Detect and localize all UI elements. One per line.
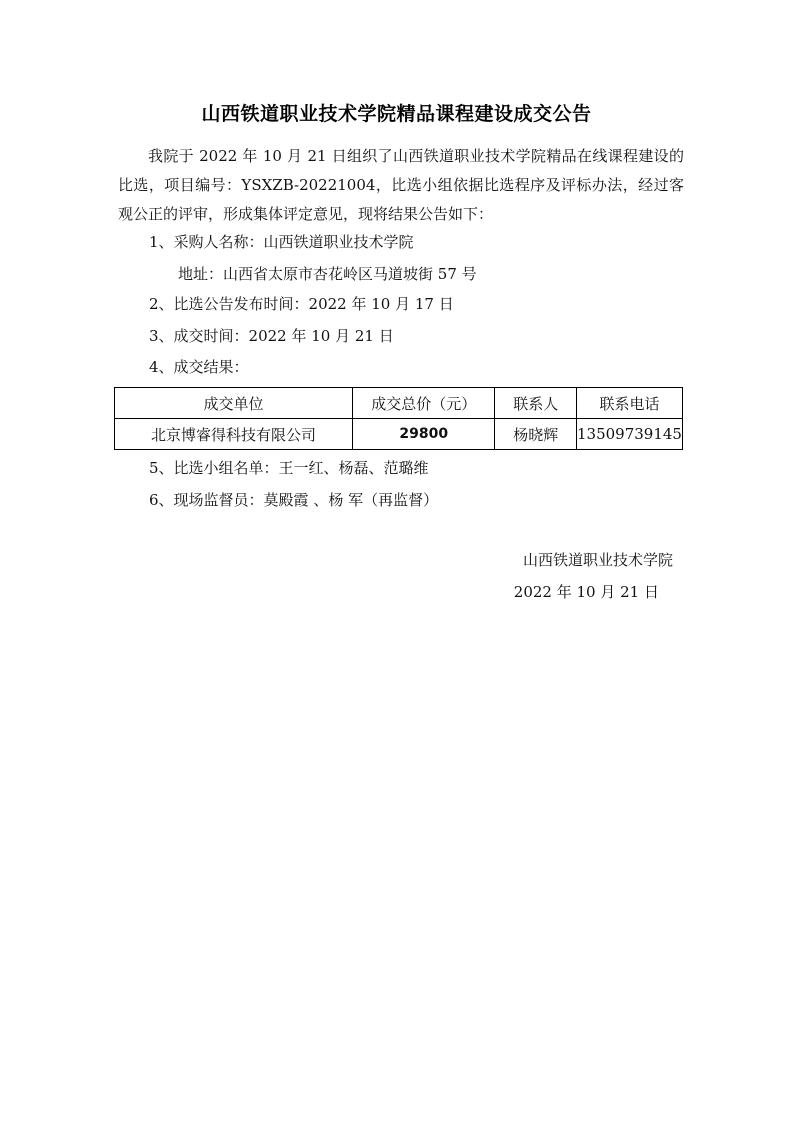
deal-time-line: 3、成交时间：2022 年 10 月 21 日 [149,327,394,345]
intro-paragraph: 我院于 2022 年 10 月 21 日组织了山西铁道职业技术学院精品在线课程建设的比选，项目编号：YSXZB-20221004，比选小组依据比选程序及评标办法，经过客观公正的评审，形成集体评定意见，现将结果公告如下： [118,147,684,223]
table-header-row [115,388,683,419]
cell-company: 北京博睿得科技有限公司 [115,419,353,450]
purchaser-line: 1、采购人名称：山西铁道职业技术学院 [149,233,414,251]
signature-date: 2022 年 10 月 21 日 [513,583,659,601]
panel-line: 5、比选小组名单：王一红、杨磊、范璐维 [149,459,429,477]
address-line: 地址：山西省太原市杏花岭区马道坡街 57 号 [178,265,477,283]
header-contact: 联系人 [495,388,577,419]
publish-time-line: 2、比选公告发布时间：2022 年 10 月 17 日 [149,295,454,313]
header-phone: 联系电话 [576,388,682,419]
header-company: 成交单位 [115,388,353,419]
cell-price: 29800 [353,419,495,450]
cell-phone: 13509739145 [576,419,682,450]
document-title: 山西铁道职业技术学院精品课程建设成交公告 [201,103,592,125]
header-price: 成交总价（元） [353,388,495,419]
signature-org: 山西铁道职业技术学院 [522,551,673,569]
supervisors-line: 6、现场监督员：莫殿霞 、杨 军（再监督） [149,491,439,509]
result-table [114,387,683,450]
table-row [115,419,683,450]
cell-contact: 杨晓辉 [495,419,577,450]
result-label: 4、成交结果： [149,358,249,376]
